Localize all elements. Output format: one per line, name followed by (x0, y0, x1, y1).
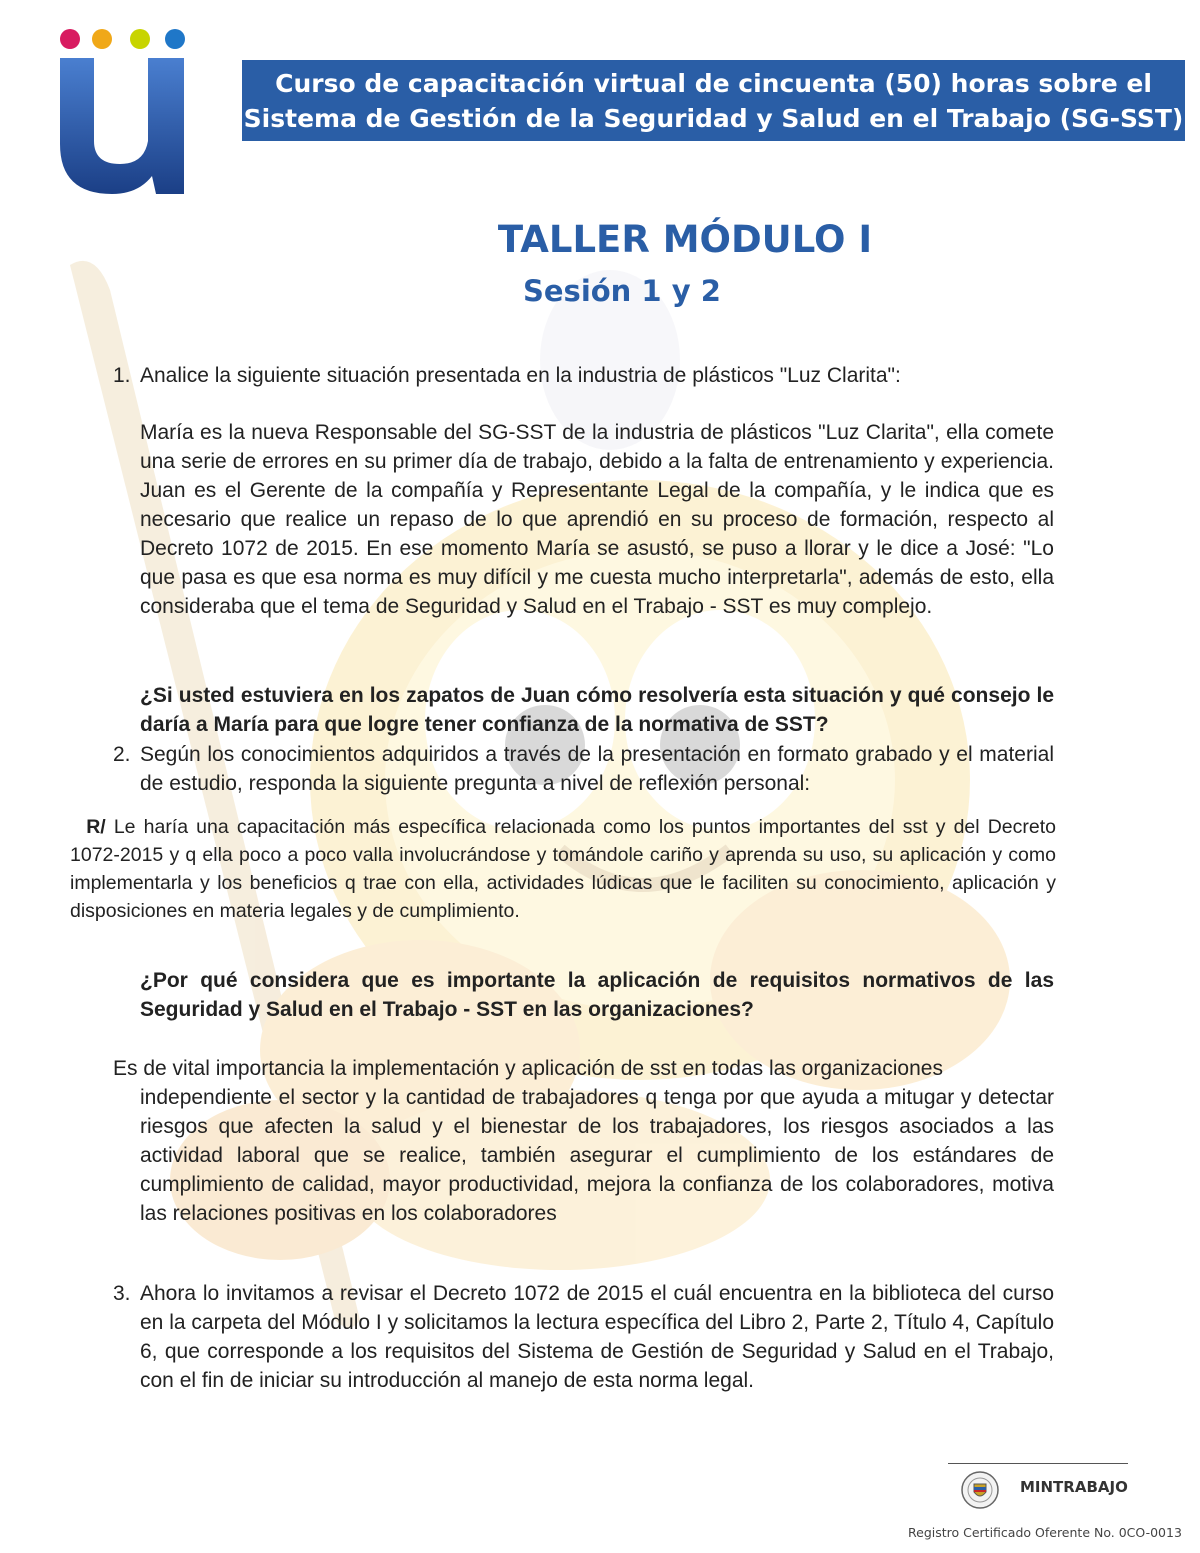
q2-number: 2. (113, 743, 131, 766)
q1-number: 1. (113, 364, 131, 387)
answer2-rest: independiente el sector y la cantidad de trabajadores q tenga por que ayuda a mitugar y detectar riesgos que afecten la salud y el bienestar de los trabajadores, los riesgos asociados a las actividad laboral que se realice, también asegurar el cumplimiento de los estándares de cumplimiento de calidad, mayor productividad, mejora la confianza de los colaboradores, motiva las relaciones positivas en los colaboradores (140, 1086, 1054, 1225)
answer-text: Le haría una capacitación más específica relacionada como los puntos importantes del sst y del Decreto 1072-2015 y q ella poco a poco valla involucrándose y tomándole cariño y aprenda su uso, su aplicación y como implementarla y los beneficios q trae con ella, actividades lúdicas que le faciliten su conocimiento, aplicación y disposiciones en materia legales y de cumplimiento. (70, 816, 1056, 922)
page-subtitle: Sesión 1 y 2 (523, 274, 721, 308)
banner-line-2: Sistema de Gestión de la Seguridad y Salud en el Trabajo (SG-SST) (243, 103, 1184, 133)
q2-intro: Según los conocimientos adquiridos a través de la presentación en formato grabado y el material de estudio, responda la siguiente pregunta a nivel de reflexión personal: (140, 743, 1054, 795)
course-banner (242, 60, 1185, 141)
q2-answer-2 (113, 1054, 1054, 1228)
course-logo (52, 26, 192, 196)
banner-line-1: Curso de capacitación virtual de cincuenta (50) horas sobre el (275, 68, 1152, 98)
coat-of-arms-icon (960, 1470, 1000, 1510)
q1-question: ¿Si usted estuviera en los zapatos de Juan cómo resolvería esta situación y qué consejo le daría a María para que logre tener confianza de la normativa de SST? (140, 684, 1054, 736)
q1-intro: Analice la siguiente situación presentada en la industria de plásticos "Luz Clarita": (140, 364, 901, 387)
registro-certificado: Registro Certificado Oferente No. 0CO-0013 (908, 1525, 1182, 1540)
answer2-first-line: Es de vital importancia la implementación y aplicación de sst en todas las organizaciones (113, 1057, 943, 1080)
q3-text: Ahora lo invitamos a revisar el Decreto 1072 de 2015 el cuál encuentra en la biblioteca del curso en la carpeta del Módulo I y solicitamos la lectura específica del Libro 2, Parte 2, Título 4, Capítulo 6, que corresponde a los requisitos del Sistema de Gestión de Seguridad y Salud en el Trabajo, con el fin de iniciar su introducción al manejo de esta norma legal. (140, 1282, 1054, 1392)
q3-number: 3. (113, 1282, 131, 1305)
ministry-logo-text: MINTRABAJO (1020, 1478, 1128, 1496)
q2-question: ¿Por qué considera que es importante la aplicación de requisitos normativos de las Seguridad y Salud en el Trabajo - SST en las organizaciones? (140, 969, 1054, 1021)
answer-prefix: R/ (86, 816, 106, 838)
page-title: TALLER MÓDULO I (497, 218, 873, 261)
q1-case-text: María es la nueva Responsable del SG-SST de la industria de plásticos "Luz Clarita", ella comete una serie de errores en su primer día de trabajo, debido a la falta de entrenamiento y experiencia. Juan es el Gerente de la compañía y Representante Legal de la compañía, y le indica que es necesario que realice un repaso de lo que aprendió en su proceso de formación, respecto al Decreto 1072 de 2015. En ese momento María se asustó, se puso a llorar y le dice a José: "Lo que pasa es que esa norma es muy difícil y me cuesta mucho interpretarla", además de esto, ella consideraba que el tema de Seguridad y Salud en el Trabajo - SST es muy complejo. (140, 421, 1054, 618)
q2-answer (70, 813, 1056, 925)
footer-divider (948, 1463, 1128, 1464)
